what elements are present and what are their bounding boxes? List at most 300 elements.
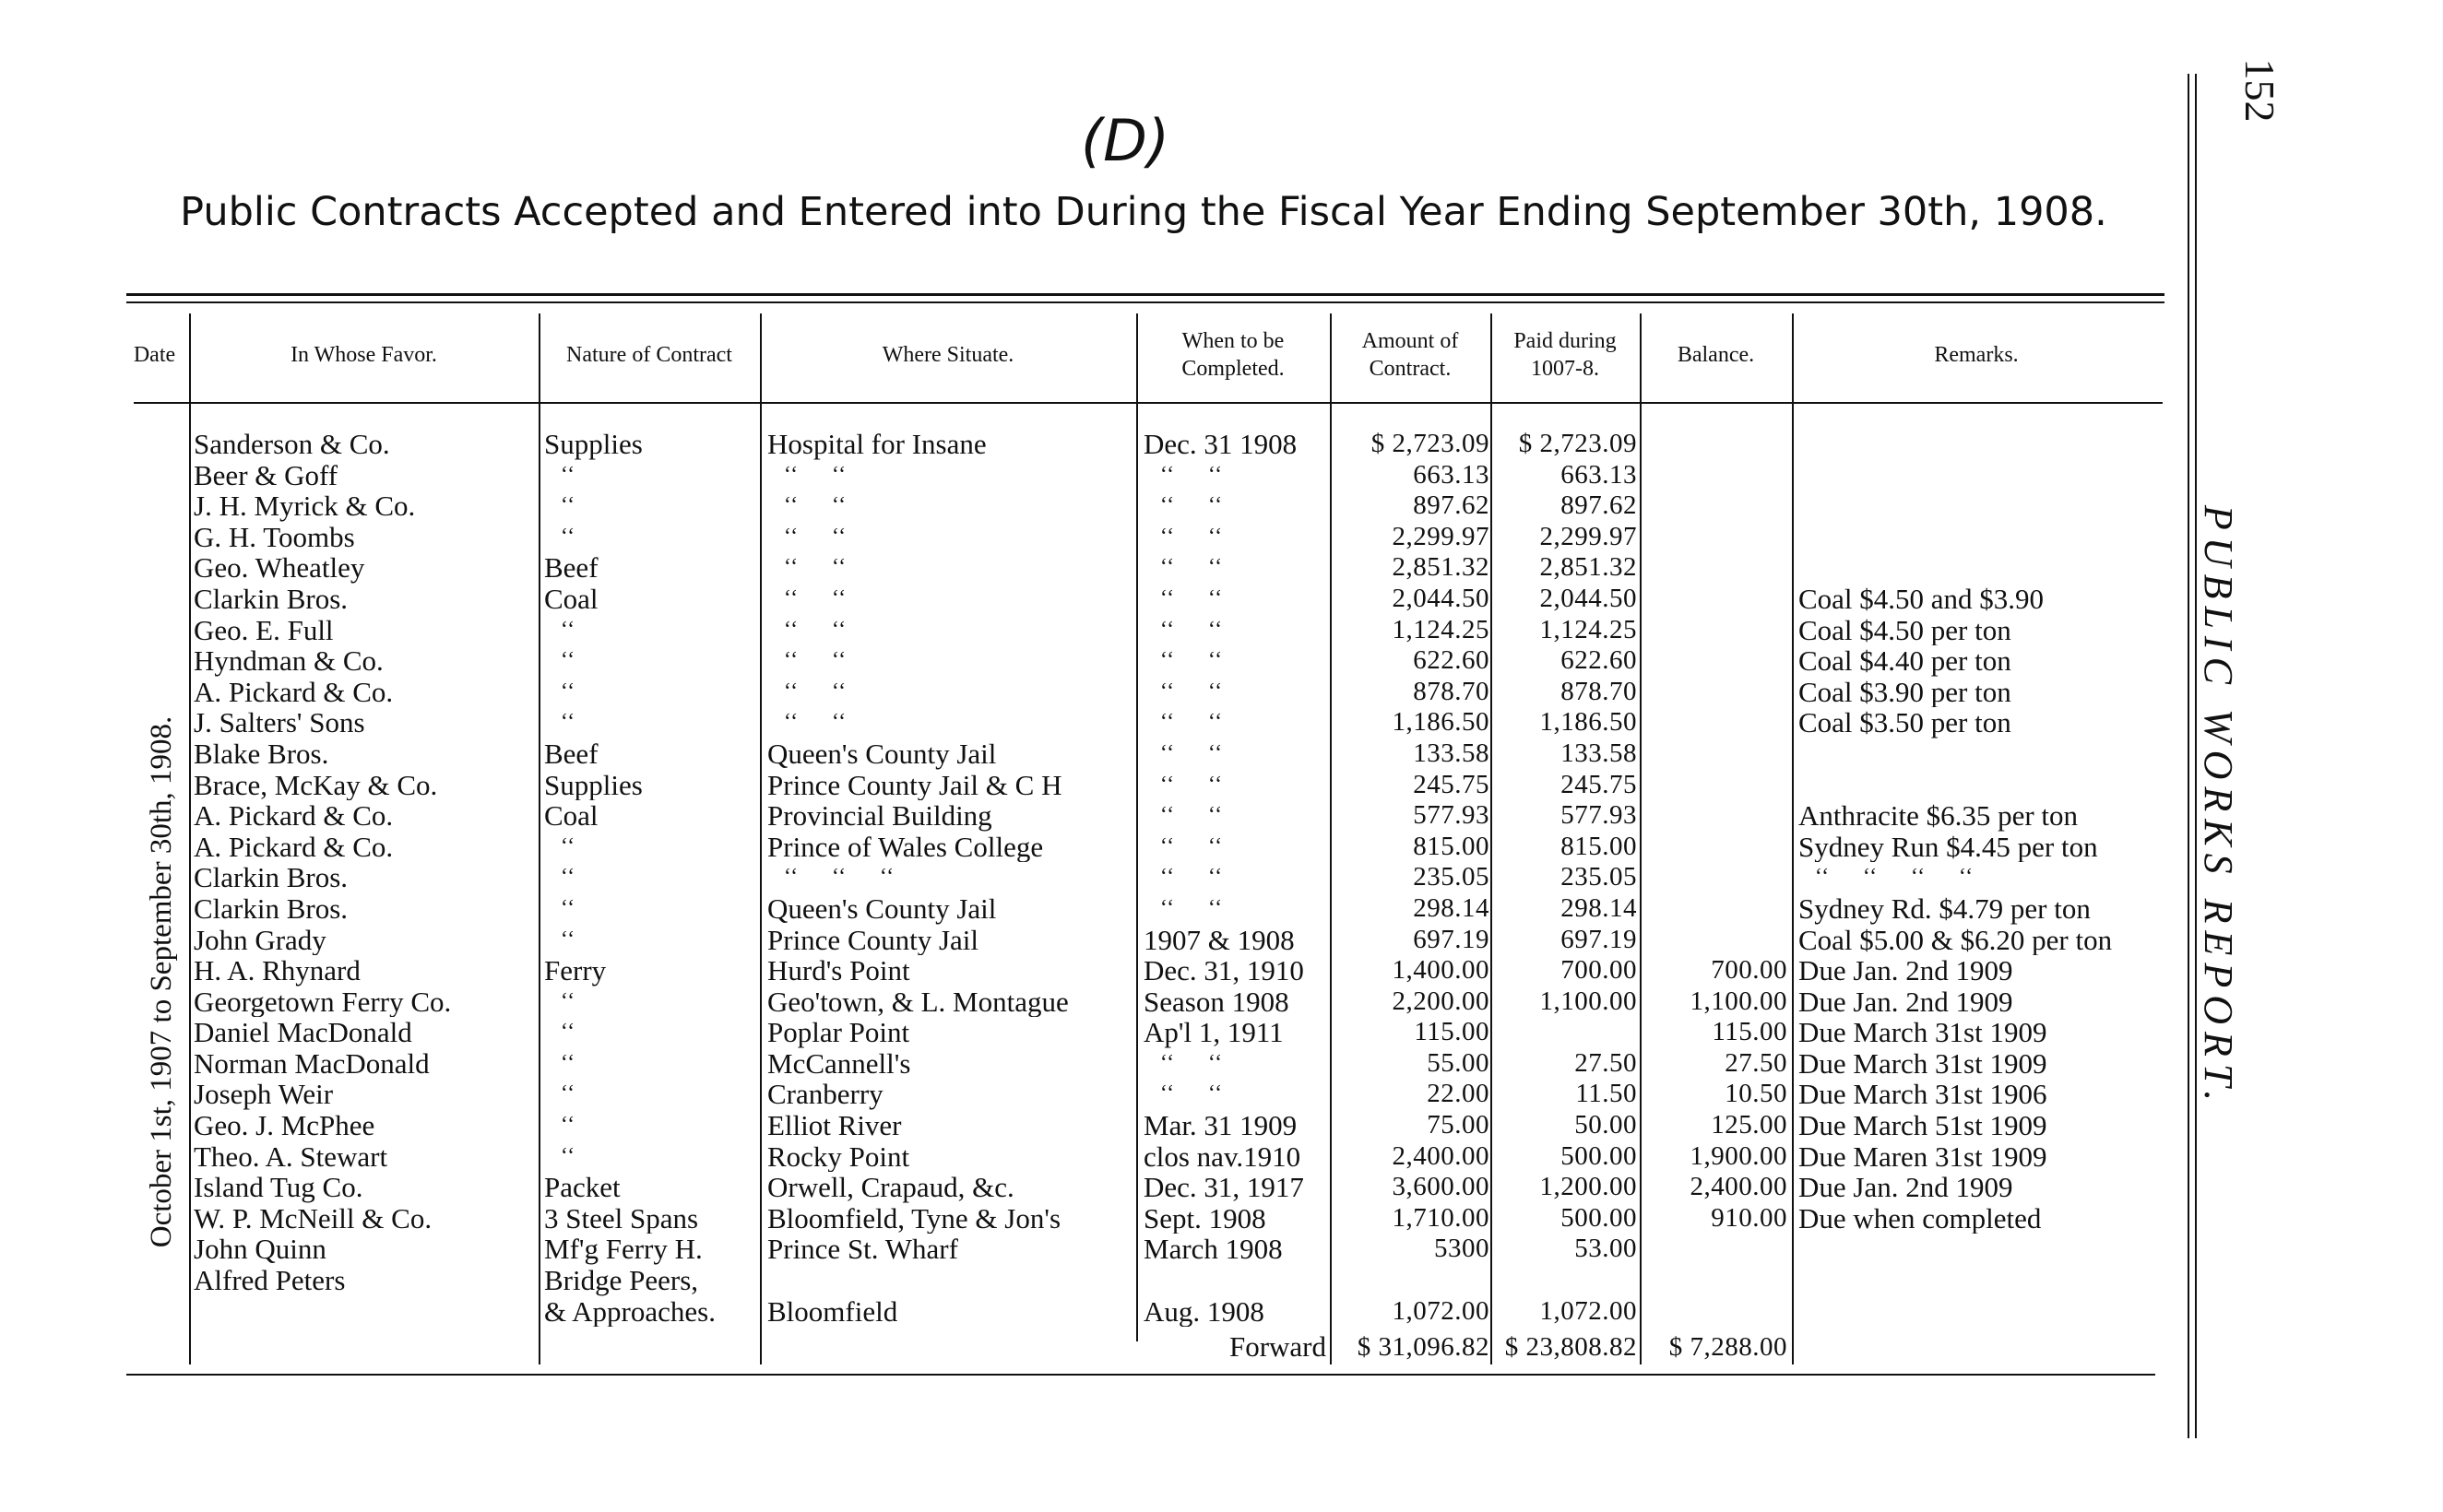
cell-remarks: Due March 31st 1906 [1798, 1079, 2047, 1111]
cell-where: Orwell, Crapaud, &c. [767, 1172, 1014, 1203]
cell-paid: 663.13 [1560, 459, 1637, 490]
cell-favor: Brace, McKay & Co. [194, 769, 438, 801]
ditto-mark: ‘‘ [1207, 462, 1224, 487]
table-row [0, 1172, 2443, 1203]
ditto-mark: ‘‘ [879, 865, 895, 890]
cell-amount: 2,200.00 [1392, 986, 1489, 1016]
cell-nature [544, 986, 756, 1018]
table-row [0, 552, 2443, 584]
cell-balance [1640, 584, 1787, 615]
cell-balance [1640, 645, 1787, 677]
cell-balance [1640, 738, 1787, 770]
cell-amount: 5300 [1434, 1234, 1489, 1264]
cell-when [1144, 552, 1328, 584]
cell-nature [544, 615, 756, 646]
cell-paid: 50.00 [1574, 1110, 1637, 1140]
ditto-mark: ‘‘ [1159, 740, 1176, 765]
ditto-mark: ‘‘ [831, 493, 848, 518]
ditto-mark: ‘‘ [1159, 895, 1176, 920]
cell-when: March 1908 [1144, 1234, 1283, 1266]
cell-favor: H. A. Rhynard [194, 955, 361, 986]
cell-nature: Packet [544, 1172, 621, 1203]
table-row [0, 1265, 2443, 1296]
cell-remarks [1798, 429, 2186, 460]
ditto-mark: ‘‘ [783, 555, 800, 580]
table-row [0, 1296, 2443, 1328]
cell-when [1144, 522, 1328, 553]
cell-where: Elliot River [767, 1110, 902, 1141]
cell-when [1144, 677, 1328, 708]
table-row [0, 832, 2443, 863]
cell-amount: 622.60 [1413, 645, 1489, 676]
ditto-mark: ‘‘ [831, 865, 848, 890]
cell-when [1144, 893, 1328, 925]
cell-amount: 2,299.97 [1392, 521, 1489, 551]
cell-nature: Coal [544, 800, 599, 832]
ditto-mark: ‘‘ [783, 865, 800, 890]
cell-when: Ap'l 1, 1911 [1144, 1017, 1284, 1048]
cell-when: 1907 & 1908 [1144, 924, 1295, 956]
date-span: October 1st, 1907 to September 30th, 1908. [145, 715, 178, 1248]
cell-amount: 663.13 [1413, 459, 1489, 490]
cell-where [767, 460, 1132, 491]
cell-when [1144, 738, 1328, 770]
cell-balance [1640, 925, 1787, 956]
cell-balance [1640, 429, 1787, 460]
cell-favor: A. Pickard & Co. [194, 676, 394, 708]
cell-remarks: Due Maren 31st 1909 [1798, 1140, 2047, 1173]
cell-remarks [1798, 738, 2186, 770]
cell-balance [1640, 800, 1787, 832]
ditto-mark: ‘‘ [1159, 617, 1176, 642]
cell-amount: 115.00 [1414, 1017, 1489, 1047]
cell-amount [1333, 1265, 1489, 1296]
cell-when: Dec. 31 1908 [1144, 429, 1298, 460]
cell-amount: 2,851.32 [1392, 552, 1489, 583]
cell-favor: J. Salters' Sons [194, 707, 365, 738]
cell-remarks: Due Jan. 2nd 1909 [1798, 1172, 2013, 1203]
ditto-mark: ‘‘ [1159, 648, 1176, 673]
ditto-mark: ‘‘ [783, 648, 800, 673]
ditto-mark: ‘‘ [831, 524, 848, 549]
cell-favor: Hyndman & Co. [194, 645, 384, 677]
cell-amount: 577.93 [1413, 800, 1489, 831]
cell-paid: 1,186.50 [1539, 707, 1637, 738]
table-row [0, 429, 2443, 460]
cell-nature [544, 893, 756, 925]
ditto-mark: ‘‘ [1159, 1081, 1176, 1106]
cell-when [1144, 1048, 1328, 1080]
header-where: Where Situate. [882, 343, 1014, 367]
ditto-mark: ‘‘ [1207, 1081, 1224, 1106]
cell-where: Prince of Wales College [767, 831, 1044, 863]
cell-remarks: Coal $5.00 & $6.20 per ton [1798, 924, 2113, 956]
cell-favor: Geo. Wheatley [194, 552, 365, 584]
cell-favor: Joseph Weir [194, 1079, 334, 1111]
table-row [0, 800, 2443, 832]
ditto-mark: ‘‘ [1159, 555, 1176, 580]
table-row [0, 862, 2443, 893]
cell-amount: 2,044.50 [1392, 583, 1489, 613]
cell-paid: 622.60 [1560, 645, 1637, 676]
cell-amount: 235.05 [1413, 862, 1489, 892]
cell-paid: 133.58 [1560, 738, 1637, 768]
cell-remarks: Coal $4.50 per ton [1798, 614, 2011, 646]
ditto-mark: ‘‘ [1159, 585, 1176, 610]
cell-favor: J. H. Myrick & Co. [194, 490, 416, 522]
cell-where [767, 490, 1132, 522]
cell-paid [1494, 1017, 1637, 1048]
cell-balance [1640, 893, 1787, 925]
cell-nature: Beef [544, 738, 599, 770]
cell-where: Bloomfield [767, 1295, 898, 1328]
table-row [0, 522, 2443, 553]
contracts-table-body [0, 429, 2443, 1327]
cell-where [767, 707, 1132, 738]
ditto-mark: ‘‘ [783, 710, 800, 735]
cell-when [1144, 832, 1328, 863]
cell-amount: 1,124.25 [1392, 614, 1489, 644]
cell-favor: John Quinn [194, 1234, 326, 1266]
table-row [0, 738, 2443, 770]
cell-balance [1640, 522, 1787, 553]
table-row [0, 770, 2443, 801]
forward-row [0, 1330, 2443, 1364]
ditto-mark: ‘‘ [1910, 865, 1927, 890]
page-title: Public Contracts Accepted and Entered into During the Fiscal Year Ending September 30th, 1908. [180, 189, 2107, 235]
table-row [0, 584, 2443, 615]
cell-where: Cranberry [767, 1079, 884, 1111]
cell-where: Poplar Point [767, 1017, 910, 1048]
cell-remarks [1798, 1296, 2186, 1328]
header-balance: Balance. [1677, 343, 1755, 367]
ditto-mark: ‘‘ [560, 1020, 576, 1045]
cell-where [767, 677, 1132, 708]
cell-nature [544, 1017, 756, 1048]
table-row [0, 1110, 2443, 1141]
cell-when: Season 1908 [1144, 986, 1289, 1018]
cell-balance [1640, 862, 1787, 893]
table-row [0, 1079, 2443, 1110]
cell-favor: Alfred Peters [194, 1265, 346, 1296]
cell-remarks [1798, 1265, 2186, 1296]
cell-nature: Supplies [544, 769, 643, 801]
cell-remarks: Coal $3.90 per ton [1798, 676, 2011, 708]
ditto-mark: ‘‘ [560, 1050, 576, 1075]
table-top-rule [126, 301, 2164, 303]
cell-balance: 10.50 [1725, 1079, 1787, 1109]
cell-remarks: Due March 31st 1909 [1798, 1017, 2047, 1048]
ditto-mark: ‘‘ [560, 524, 576, 549]
ditto-mark: ‘‘ [560, 1143, 576, 1168]
cell-balance: 700.00 [1711, 955, 1787, 986]
table-row [0, 925, 2443, 956]
cell-favor: Norman MacDonald [194, 1047, 430, 1080]
ditto-mark: ‘‘ [1207, 710, 1224, 735]
cell-remarks: Coal $3.50 per ton [1798, 707, 2011, 738]
ditto-mark: ‘‘ [560, 1081, 576, 1106]
cell-nature: Coal [544, 583, 599, 615]
ditto-mark: ‘‘ [560, 710, 576, 735]
cell-remarks [1798, 490, 2186, 522]
cell-nature [544, 862, 756, 893]
cell-paid: 700.00 [1560, 955, 1637, 986]
table-row [0, 615, 2443, 646]
table-row [0, 1017, 2443, 1048]
cell-paid: 235.05 [1560, 862, 1637, 892]
cell-nature [544, 1141, 756, 1173]
table-row [0, 460, 2443, 491]
ditto-mark: ‘‘ [560, 865, 576, 890]
cell-balance [1640, 707, 1787, 738]
cell-paid [1494, 1265, 1637, 1296]
table-row [0, 1048, 2443, 1080]
ditto-mark: ‘‘ [1207, 648, 1224, 673]
cell-paid: 1,124.25 [1539, 614, 1637, 644]
table-row [0, 955, 2443, 986]
ditto-mark: ‘‘ [783, 585, 800, 610]
cell-remarks: Coal $4.40 per ton [1798, 645, 2011, 677]
header-remarks: Remarks. [1934, 343, 2019, 367]
cell-amount: 1,400.00 [1392, 955, 1489, 986]
cell-paid: 1,100.00 [1539, 986, 1637, 1016]
ditto-mark: ‘‘ [560, 1113, 576, 1138]
cell-balance [1640, 460, 1787, 491]
table-row [0, 677, 2443, 708]
cell-amount: $ 2,723.09 [1370, 429, 1489, 458]
ditto-mark: ‘‘ [1207, 585, 1224, 610]
cell-remarks [1798, 1234, 2186, 1265]
cell-when [1144, 862, 1328, 893]
cell-favor: A. Pickard & Co. [194, 831, 394, 863]
ditto-mark: ‘‘ [560, 927, 576, 951]
table-row [0, 1203, 2443, 1234]
cell-balance: 115.00 [1712, 1017, 1787, 1047]
cell-favor: Geo. E. Full [194, 614, 334, 646]
ditto-mark: ‘‘ [831, 585, 848, 610]
cell-favor: A. Pickard & Co. [194, 800, 394, 832]
cell-paid: 53.00 [1574, 1234, 1637, 1264]
cell-paid: 245.75 [1560, 769, 1637, 799]
cell-when: clos nav.1910 [1144, 1140, 1301, 1173]
cell-nature [544, 925, 756, 956]
ditto-mark: ‘‘ [831, 648, 848, 673]
cell-where [767, 552, 1132, 584]
cell-favor: G. H. Toombs [194, 521, 355, 553]
cell-favor: Theo. A. Stewart [194, 1140, 388, 1173]
cell-paid: 500.00 [1560, 1140, 1637, 1171]
cell-remarks: Due March 51st 1909 [1798, 1110, 2047, 1141]
table-top-rule [126, 293, 2164, 296]
cell-amount: 897.62 [1413, 490, 1489, 521]
ditto-mark: ‘‘ [831, 617, 848, 642]
cell-paid: 1,200.00 [1539, 1172, 1637, 1202]
cell-when: Aug. 1908 [1144, 1295, 1264, 1328]
cell-balance: 125.00 [1711, 1110, 1787, 1140]
cell-remarks [1798, 770, 2186, 801]
ditto-mark: ‘‘ [1159, 524, 1176, 549]
cell-nature [544, 490, 756, 522]
cell-paid: 815.00 [1560, 831, 1637, 861]
cell-where: Prince County Jail & C H [767, 769, 1062, 801]
ditto-mark: ‘‘ [783, 617, 800, 642]
cell-when: Sept. 1908 [1144, 1202, 1266, 1234]
cell-favor: Daniel MacDonald [194, 1017, 412, 1048]
cell-where: Hospital for Insane [767, 429, 987, 460]
cell-paid: 2,299.97 [1539, 521, 1637, 551]
cell-paid: 500.00 [1560, 1202, 1637, 1233]
cell-nature [544, 1079, 756, 1110]
ditto-mark: ‘‘ [560, 493, 576, 518]
cell-amount: 245.75 [1413, 769, 1489, 799]
ditto-mark: ‘‘ [560, 617, 576, 642]
cell-paid: $ 2,723.09 [1518, 429, 1637, 458]
cell-nature [544, 832, 756, 863]
cell-favor: W. P. McNeill & Co. [194, 1202, 433, 1234]
header-date: Date [133, 343, 176, 367]
cell-remarks [1798, 552, 2186, 584]
ditto-mark: ‘‘ [1159, 1050, 1176, 1075]
ditto-mark: ‘‘ [1862, 865, 1879, 890]
cell-balance [1640, 832, 1787, 863]
ditto-mark: ‘‘ [1159, 803, 1176, 828]
cell-nature [544, 460, 756, 491]
cell-nature: Beef [544, 552, 599, 584]
cell-remarks [1798, 522, 2186, 553]
cell-remarks [1798, 862, 2186, 893]
ditto-mark: ‘‘ [1159, 462, 1176, 487]
cell-where: Provincial Building [767, 800, 992, 832]
cell-amount: 878.70 [1413, 676, 1489, 706]
table-row [0, 1234, 2443, 1265]
ditto-mark: ‘‘ [831, 555, 848, 580]
header-when: When to be Completed. [1181, 329, 1285, 381]
cell-when [1144, 1265, 1328, 1296]
ditto-mark: ‘‘ [1207, 865, 1224, 890]
ditto-mark: ‘‘ [831, 462, 848, 487]
forward-paid: $ 23,808.82 [1504, 1332, 1637, 1362]
cell-balance [1640, 677, 1787, 708]
cell-balance: 910.00 [1711, 1202, 1787, 1233]
cell-when [1144, 1079, 1328, 1110]
cell-balance [1640, 490, 1787, 522]
cell-balance: 27.50 [1725, 1047, 1787, 1078]
cell-where: Queen's County Jail [767, 892, 997, 925]
cell-where: Hurd's Point [767, 955, 910, 986]
cell-where [767, 584, 1132, 615]
ditto-mark: ‘‘ [560, 648, 576, 673]
ditto-mark: ‘‘ [831, 679, 848, 703]
cell-when [1144, 460, 1328, 491]
ditto-mark: ‘‘ [783, 524, 800, 549]
cell-favor: Clarkin Bros. [194, 862, 349, 893]
ditto-mark: ‘‘ [560, 895, 576, 920]
cell-nature: Ferry [544, 955, 607, 986]
table-row [0, 645, 2443, 677]
ditto-mark: ‘‘ [1207, 617, 1224, 642]
ditto-mark: ‘‘ [1207, 524, 1224, 549]
cell-amount: 1,186.50 [1392, 707, 1489, 738]
cell-nature: 3 Steel Spans [544, 1202, 699, 1234]
cell-amount: 298.14 [1413, 892, 1489, 923]
section-letter: (D) [1080, 107, 1170, 174]
ditto-mark: ‘‘ [1207, 493, 1224, 518]
cell-amount: 3,600.00 [1392, 1172, 1489, 1202]
cell-where: Bloomfield, Tyne & Jon's [767, 1202, 1061, 1234]
ditto-mark: ‘‘ [1814, 865, 1831, 890]
cell-where: Rocky Point [767, 1140, 910, 1173]
ditto-mark: ‘‘ [783, 462, 800, 487]
cell-balance: 2,400.00 [1690, 1172, 1787, 1202]
cell-balance [1640, 1265, 1787, 1296]
cell-remarks [1798, 460, 2186, 491]
cell-balance [1640, 1296, 1787, 1328]
ditto-mark: ‘‘ [560, 988, 576, 1013]
cell-paid: 577.93 [1560, 800, 1637, 831]
ditto-mark: ‘‘ [1958, 865, 1975, 890]
ditto-mark: ‘‘ [1159, 710, 1176, 735]
cell-favor: Blake Bros. [194, 738, 329, 770]
cell-where: Prince St. Wharf [767, 1234, 958, 1266]
cell-nature [544, 645, 756, 677]
cell-nature: & Approaches. [544, 1295, 716, 1328]
ditto-mark: ‘‘ [1159, 772, 1176, 797]
ditto-mark: ‘‘ [1207, 679, 1224, 703]
cell-balance [1640, 615, 1787, 646]
cell-paid: 697.19 [1560, 924, 1637, 954]
cell-when [1144, 707, 1328, 738]
cell-amount: 1,710.00 [1392, 1202, 1489, 1233]
ditto-mark: ‘‘ [1207, 895, 1224, 920]
cell-amount: 75.00 [1427, 1110, 1489, 1140]
cell-nature: Bridge Peers, [544, 1265, 699, 1296]
cell-paid: 897.62 [1560, 490, 1637, 521]
forward-balance: $ 7,288.00 [1668, 1332, 1787, 1362]
ditto-mark: ‘‘ [560, 462, 576, 487]
cell-remarks: Sydney Run $4.45 per ton [1798, 831, 2098, 863]
cell-amount: 1,072.00 [1392, 1295, 1489, 1326]
forward-amount: $ 31,096.82 [1357, 1332, 1489, 1362]
cell-balance: 1,100.00 [1690, 986, 1787, 1016]
cell-where [767, 615, 1132, 646]
ditto-mark: ‘‘ [1207, 772, 1224, 797]
ditto-mark: ‘‘ [1159, 493, 1176, 518]
cell-amount: 697.19 [1413, 924, 1489, 954]
cell-favor [194, 1296, 535, 1328]
ditto-mark: ‘‘ [1207, 803, 1224, 828]
cell-remarks: Due March 31st 1909 [1798, 1047, 2047, 1080]
cell-favor: Clarkin Bros. [194, 892, 349, 925]
ditto-mark: ‘‘ [1207, 555, 1224, 580]
cell-nature [544, 677, 756, 708]
cell-paid: 27.50 [1574, 1047, 1637, 1078]
ditto-mark: ‘‘ [1207, 1050, 1224, 1075]
cell-remarks: Due Jan. 2nd 1909 [1798, 955, 2013, 986]
cell-remarks: Anthracite $6.35 per ton [1798, 800, 2079, 832]
header-favor: In Whose Favor. [291, 343, 437, 367]
cell-where [767, 1265, 1132, 1296]
ditto-mark: ‘‘ [1159, 679, 1176, 703]
ditto-mark: ‘‘ [783, 679, 800, 703]
cell-paid: 11.50 [1575, 1079, 1637, 1109]
cell-favor: Clarkin Bros. [194, 583, 349, 615]
cell-when [1144, 584, 1328, 615]
table-row [0, 707, 2443, 738]
cell-remarks: Coal $4.50 and $3.90 [1798, 583, 2045, 615]
cell-favor: Island Tug Co. [194, 1172, 363, 1203]
cell-amount: 133.58 [1413, 738, 1489, 768]
header-amount: Amount of Contract. [1361, 329, 1459, 381]
